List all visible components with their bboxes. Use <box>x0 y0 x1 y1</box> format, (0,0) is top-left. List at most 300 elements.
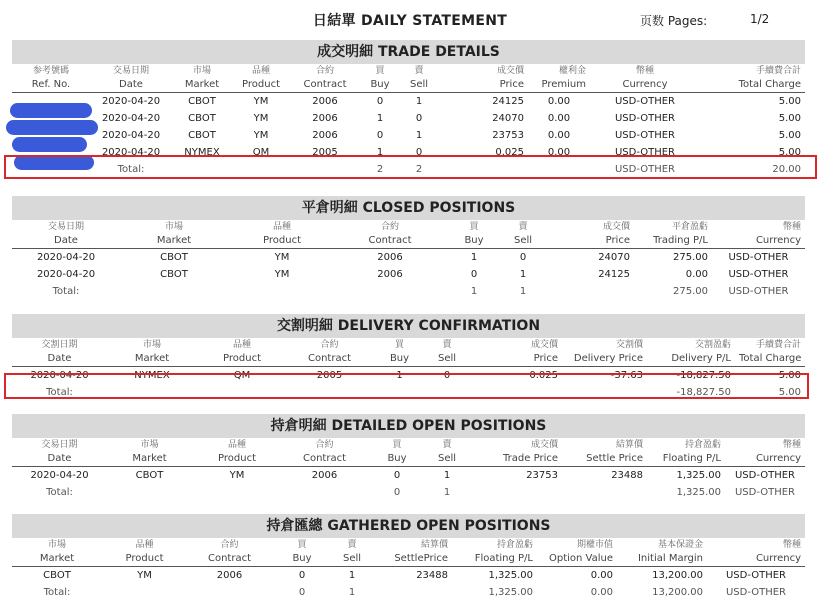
section-title: 交割明細 DELIVERY CONFIRMATION <box>12 314 805 338</box>
column-header-en: Sell <box>437 453 457 464</box>
column-header-en: SettlePrice <box>394 553 448 564</box>
cell-contract: 2005 <box>316 370 343 381</box>
cell-im: 13,200.00 <box>652 570 703 581</box>
total-empty-cell <box>562 484 647 501</box>
column-header <box>197 338 287 367</box>
total-fpl: 1,325.00 <box>488 587 533 598</box>
column-header-zh: 平倉盈虧 <box>671 222 708 232</box>
column-header <box>12 538 102 567</box>
cell-product: QM <box>252 147 270 158</box>
column-header-en: Sell <box>513 235 533 246</box>
open-positions-table <box>12 438 805 501</box>
cell-buy: 1 <box>376 147 384 158</box>
total-currency: USD-OTHER <box>728 286 789 297</box>
table-row <box>12 127 805 144</box>
cell-charge: 5.00 <box>778 130 801 141</box>
column-header <box>232 64 290 93</box>
column-header-en: Product <box>263 235 301 246</box>
column-header-en: Initial Margin <box>637 553 703 564</box>
total-empty-cell <box>336 283 444 300</box>
column-header-en: Contract <box>207 553 252 564</box>
column-header-en: Buy <box>464 235 484 246</box>
column-header-zh: 買 <box>375 66 385 76</box>
column-header-en: Sell <box>437 353 457 364</box>
cell-currency: USD-OTHER <box>614 96 676 107</box>
column-header <box>438 64 528 93</box>
column-header-zh: 持倉盈虧 <box>684 440 721 450</box>
column-header <box>107 338 197 367</box>
total-buy: 1 <box>470 286 478 297</box>
cell-product: YM <box>253 96 269 107</box>
column-header-zh: 買 <box>394 340 404 350</box>
column-header <box>102 538 187 567</box>
cell-buy: 1 <box>470 252 478 263</box>
column-header-zh: 交易日期 <box>47 222 84 232</box>
cell-tprice: 23753 <box>526 470 558 481</box>
column-header-en: Premium <box>541 79 586 90</box>
total-empty-cell <box>120 283 228 300</box>
cell-market: CBOT <box>188 113 216 124</box>
column-header-en: Trading P/L <box>653 235 708 246</box>
column-header-zh: 結算價 <box>420 540 448 550</box>
column-header <box>272 538 332 567</box>
section-title: 成交明細 TRADE DETAILS <box>12 40 805 64</box>
cell-price: 23753 <box>492 130 524 141</box>
total-currency: USD-OTHER <box>614 164 676 175</box>
column-header-en: Market <box>156 235 192 246</box>
column-header-en: Contract <box>307 353 352 364</box>
column-header-zh: 市場 <box>142 340 161 350</box>
total-empty-cell <box>228 283 336 300</box>
cell-market: CBOT <box>160 269 188 280</box>
cell-currency: USD-OTHER <box>728 269 789 280</box>
cell-contract: 2006 <box>377 252 403 263</box>
cell-buy: 0 <box>298 570 306 581</box>
column-header-en: Delivery Price <box>573 353 643 364</box>
cell-dpl: -18,827.50 <box>676 370 731 381</box>
column-header-zh: 市場 <box>47 540 66 550</box>
column-header-en: Price <box>533 353 558 364</box>
cell-market: CBOT <box>188 130 216 141</box>
column-header-zh: 合約 <box>380 222 399 232</box>
total-empty-cell <box>192 484 282 501</box>
total-buy: 0 <box>393 487 401 498</box>
column-header-zh: 幣種 <box>782 222 801 232</box>
column-header <box>12 220 120 249</box>
cell-date: 2020-04-20 <box>36 269 96 280</box>
total-dpl: -18,827.50 <box>676 387 731 398</box>
cell-contract: 2006 <box>312 113 338 124</box>
column-header-en: Buy <box>387 453 407 464</box>
column-header-en: Price <box>605 235 630 246</box>
column-header-en: Price <box>499 79 524 90</box>
cell-buy: 0 <box>393 470 401 481</box>
cell-product: QM <box>233 370 251 381</box>
column-header <box>647 338 735 367</box>
cell-sell: 1 <box>415 130 423 141</box>
redaction-mark <box>12 137 87 152</box>
column-header-en: Floating P/L <box>474 553 533 564</box>
cell-price: 24070 <box>598 252 630 263</box>
cell-date: 2020-04-20 <box>101 113 161 124</box>
column-header-zh: 成交價 <box>530 440 558 450</box>
gathered-section <box>12 514 805 601</box>
column-header-zh: 品種 <box>135 540 154 550</box>
cell-dprice: -37.63 <box>610 370 643 381</box>
column-header-zh: 幣種 <box>782 540 801 550</box>
column-header <box>467 438 562 467</box>
column-header <box>444 220 504 249</box>
column-header-en: Market <box>134 353 170 364</box>
cell-currency: USD-OTHER <box>614 113 676 124</box>
column-header-en: Currency <box>755 453 801 464</box>
column-header-zh: 期權市值 <box>576 540 613 550</box>
column-header-en: Contract <box>368 235 412 246</box>
closed-positions-table <box>12 220 805 300</box>
column-header-zh: 合約 <box>220 540 239 550</box>
column-header-en: Option Value <box>548 553 613 564</box>
cell-market: CBOT <box>160 252 188 263</box>
column-header-en: Trade Price <box>503 453 558 464</box>
column-header-en: Product <box>125 553 164 564</box>
table-row <box>12 249 805 267</box>
cell-date: 2020-04-20 <box>30 370 89 381</box>
column-header-zh: 基本保證金 <box>657 540 703 550</box>
column-header-zh: 幣種 <box>782 440 801 450</box>
column-header <box>12 64 90 93</box>
pages-label: 页数 Pages: <box>640 14 708 28</box>
cell-pl: 275.00 <box>673 252 708 263</box>
redaction-mark <box>6 120 98 135</box>
column-header <box>367 438 427 467</box>
total-sell: 1 <box>443 487 451 498</box>
column-header-zh: 買 <box>392 440 402 450</box>
cell-date: 2020-04-20 <box>101 147 161 158</box>
column-header-en: Buy <box>292 553 312 564</box>
total-row <box>12 283 805 300</box>
column-header-en: Date <box>47 453 72 464</box>
column-header-en: Ref. No. <box>31 79 71 90</box>
column-header <box>562 438 647 467</box>
column-header-en: Currency <box>755 553 801 564</box>
cell-pl: 0.00 <box>685 269 708 280</box>
header-row <box>12 438 805 467</box>
cell-currency: USD-OTHER <box>614 130 676 141</box>
table-row <box>12 567 805 585</box>
total-label: Total: <box>43 587 71 598</box>
column-header-en: Market <box>132 453 167 464</box>
column-header-zh: 買 <box>297 540 307 550</box>
column-header-zh: 賣 <box>442 440 452 450</box>
cell-sprice: 23488 <box>611 470 643 481</box>
cell-date: 2020-04-20 <box>101 130 161 141</box>
header-row <box>12 64 805 93</box>
column-header-en: Date <box>47 353 72 364</box>
column-header-en: Market <box>184 79 220 90</box>
total-empty-cell <box>542 283 634 300</box>
column-header <box>107 438 192 467</box>
column-header-en: Date <box>119 79 143 90</box>
cell-buy: 0 <box>470 269 478 280</box>
cell-contract: 2006 <box>377 269 403 280</box>
total-currency: USD-OTHER <box>734 487 796 498</box>
cell-price: 0.025 <box>529 370 558 381</box>
column-header <box>562 338 647 367</box>
cell-charge: 5.00 <box>778 113 801 124</box>
column-header-zh: 市場 <box>192 66 211 76</box>
column-header <box>400 64 438 93</box>
column-header-zh: 手續費合計 <box>755 66 801 76</box>
cell-contract: 2006 <box>216 570 243 581</box>
total-currency: USD-OTHER <box>725 587 787 598</box>
header-row <box>12 220 805 249</box>
column-header <box>647 438 725 467</box>
column-header-zh: 交易日期 <box>41 440 78 450</box>
cell-sell: 0 <box>519 252 527 263</box>
cell-contract: 2006 <box>311 470 338 481</box>
column-header <box>172 64 232 93</box>
total-sell: 1 <box>348 587 356 598</box>
total-row <box>12 584 805 601</box>
column-header <box>287 338 372 367</box>
column-header-zh: 成交價 <box>602 222 630 232</box>
gathered-table <box>12 538 805 601</box>
column-header-zh: 品種 <box>227 440 246 450</box>
column-header-zh: 合約 <box>320 340 339 350</box>
column-header <box>537 538 617 567</box>
total-empty-cell <box>102 584 187 601</box>
redaction-mark <box>10 103 92 118</box>
total-empty-cell <box>282 484 367 501</box>
cell-charge: 5.00 <box>778 370 801 381</box>
column-header <box>528 64 590 93</box>
column-header <box>712 220 805 249</box>
column-header <box>542 220 634 249</box>
open-positions-section <box>12 414 805 501</box>
column-header <box>187 538 272 567</box>
cell-contract: 2006 <box>312 96 338 107</box>
cell-product: YM <box>253 130 269 141</box>
column-header <box>360 64 400 93</box>
header-row <box>12 338 805 367</box>
total-sell: 1 <box>519 286 527 297</box>
column-header-zh: 賣 <box>347 540 357 550</box>
cell-market: NYMEX <box>134 370 170 381</box>
column-header-zh: 成交價 <box>496 66 524 76</box>
column-header <box>228 220 336 249</box>
column-header <box>372 538 452 567</box>
column-header-zh: 手續費合計 <box>755 340 801 350</box>
column-header-en: Buy <box>370 79 390 90</box>
closed-positions-section <box>12 196 805 300</box>
column-header-en: Date <box>54 235 78 246</box>
column-header <box>282 438 367 467</box>
column-header-en: Delivery P/L <box>671 353 731 364</box>
highlight-box-trade <box>4 155 817 179</box>
cell-currency: USD-OTHER <box>728 252 789 263</box>
cell-buy: 0 <box>376 130 384 141</box>
column-header <box>120 220 228 249</box>
column-header-zh: 品種 <box>251 66 270 76</box>
cell-premium: 0.00 <box>547 147 571 158</box>
cell-sell: 1 <box>415 96 423 107</box>
column-header-en: Floating P/L <box>662 453 721 464</box>
column-header-en: Market <box>39 553 75 564</box>
column-header-zh: 交割盈虧 <box>694 340 731 350</box>
column-header-zh: 合約 <box>315 66 334 76</box>
column-header <box>336 220 444 249</box>
column-header-zh: 權利金 <box>558 66 586 76</box>
cell-premium: 0.00 <box>547 130 571 141</box>
highlight-box-delivery <box>4 373 809 399</box>
cell-market: CBOT <box>135 470 164 481</box>
section-title: 持倉明細 DETAILED OPEN POSITIONS <box>12 414 805 438</box>
cell-contract: 2006 <box>312 130 338 141</box>
column-header <box>427 438 467 467</box>
column-header-en: Product <box>242 79 280 90</box>
total-im: 13,200.00 <box>652 587 703 598</box>
statement-title: 日結單 DAILY STATEMENT <box>312 13 508 29</box>
cell-sell: 1 <box>519 269 527 280</box>
column-header-en: Sell <box>342 553 362 564</box>
column-header-zh: 交割價 <box>615 340 643 350</box>
cell-sell: 1 <box>348 570 356 581</box>
column-header <box>590 64 700 93</box>
cell-price: 24070 <box>492 113 524 124</box>
cell-sprice: 23488 <box>416 570 448 581</box>
column-header-zh: 賣 <box>442 340 452 350</box>
total-label: Total: <box>46 487 73 498</box>
table-row <box>12 93 805 111</box>
cell-price: 24125 <box>598 269 630 280</box>
cell-sell: 0 <box>415 147 423 158</box>
cell-buy: 0 <box>376 96 384 107</box>
total-label: Total: <box>46 387 73 398</box>
section-title: 平倉明細 CLOSED POSITIONS <box>12 196 805 220</box>
cell-product: YM <box>137 570 152 581</box>
column-header-en: Product <box>218 453 256 464</box>
cell-sell: 0 <box>443 370 451 381</box>
cell-ov: 0.00 <box>590 570 613 581</box>
column-header <box>12 438 107 467</box>
total-charge: 5.00 <box>778 387 801 398</box>
header-row <box>12 538 805 567</box>
cell-sell: 1 <box>443 470 451 481</box>
cell-sell: 0 <box>415 113 423 124</box>
column-header-en: Contract <box>303 79 347 90</box>
column-header <box>427 338 467 367</box>
cell-product: YM <box>253 113 269 124</box>
column-header-en: Product <box>223 353 261 364</box>
table-row <box>12 467 805 485</box>
column-header <box>12 338 107 367</box>
column-header-zh: 交割日期 <box>41 340 78 350</box>
table-row <box>12 266 805 283</box>
total-sell: 2 <box>415 164 423 175</box>
cell-market: NYMEX <box>184 147 220 158</box>
column-header-en: Currency <box>755 235 801 246</box>
total-charge: 20.00 <box>772 164 801 175</box>
total-ov: 0.00 <box>590 587 613 598</box>
total-row <box>12 484 805 501</box>
column-header-en: Buy <box>389 353 410 364</box>
column-header-en: Total Charge <box>739 353 802 364</box>
cell-contract: 2005 <box>312 147 338 158</box>
column-header-en: Sell <box>409 79 429 90</box>
cell-fpl: 1,325.00 <box>488 570 533 581</box>
column-header-zh: 品種 <box>232 340 251 350</box>
cell-product: YM <box>229 470 245 481</box>
total-fpl: 1,325.00 <box>676 487 721 498</box>
column-header-zh: 交易日期 <box>112 66 149 76</box>
pages-value: 1/2 <box>750 12 770 26</box>
column-header-zh: 市場 <box>164 222 183 232</box>
total-buy: 0 <box>298 587 306 598</box>
cell-currency: USD-OTHER <box>725 570 787 581</box>
column-header-zh: 持倉盈虧 <box>496 540 533 550</box>
section-title: 持倉匯總 GATHERED OPEN POSITIONS <box>12 514 805 538</box>
total-buy: 2 <box>376 164 384 175</box>
column-header <box>452 538 537 567</box>
cell-market: CBOT <box>188 96 216 107</box>
column-header <box>504 220 542 249</box>
total-label: Total: <box>117 164 145 175</box>
column-header-zh: 市場 <box>140 440 159 450</box>
total-empty-cell <box>107 484 192 501</box>
cell-currency: USD-OTHER <box>614 147 676 158</box>
column-header <box>332 538 372 567</box>
statement-header <box>0 8 820 32</box>
table-row <box>12 110 805 127</box>
total-empty-cell <box>187 584 272 601</box>
column-header-zh: 参考號碼 <box>32 66 69 76</box>
cell-product: YM <box>274 252 290 263</box>
cell-product: YM <box>274 269 290 280</box>
column-header-zh: 幣種 <box>635 66 654 76</box>
column-header <box>290 64 360 93</box>
cell-price: 0.025 <box>495 147 524 158</box>
cell-date: 2020-04-20 <box>101 96 161 107</box>
cell-fpl: 1,325.00 <box>676 470 721 481</box>
column-header-zh: 賣 <box>414 66 424 76</box>
cell-premium: 0.00 <box>547 113 571 124</box>
cell-charge: 5.00 <box>778 96 801 107</box>
cell-charge: 5.00 <box>778 147 801 158</box>
cell-price: 24125 <box>492 96 524 107</box>
column-header <box>707 538 805 567</box>
column-header-en: Currency <box>622 79 668 90</box>
column-header-zh: 成交價 <box>530 340 558 350</box>
column-header-zh: 買 <box>469 222 479 232</box>
cell-date: 2020-04-20 <box>36 252 96 263</box>
column-header-zh: 賣 <box>518 222 528 232</box>
column-header <box>634 220 712 249</box>
cell-market: CBOT <box>43 570 71 581</box>
total-empty-cell <box>372 584 452 601</box>
cell-premium: 0.00 <box>547 96 571 107</box>
column-header-zh: 品種 <box>272 222 291 232</box>
total-label: Total: <box>52 286 80 297</box>
column-header <box>735 338 805 367</box>
column-header-en: Contract <box>302 453 347 464</box>
total-pl: 275.00 <box>673 286 708 297</box>
cell-buy: 1 <box>396 370 403 381</box>
cell-buy: 1 <box>376 113 384 124</box>
column-header <box>725 438 805 467</box>
column-header <box>192 438 282 467</box>
total-empty-cell <box>467 484 562 501</box>
column-header <box>617 538 707 567</box>
